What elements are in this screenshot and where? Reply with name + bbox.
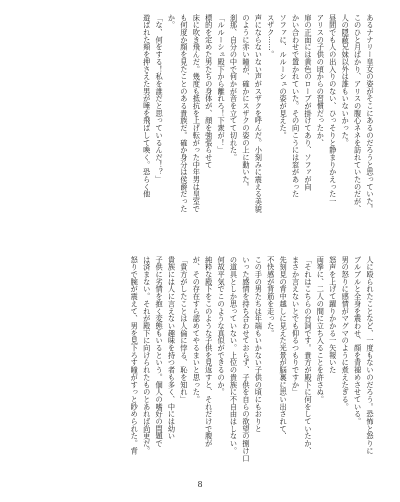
- page-number: 8: [197, 480, 203, 489]
- text-block-lower: 人に殴られたことなど、一度もないのだろう。恐怖と怒りに ブルブルと全身を震わせ、顔を青褪めさせている。 男の怒りに感情がマグマのように煮えたぎる。 怒声を上げて躍りかかる一矢報いた 両拳に、二人の間に立ち入ることを許さぬ。 「それはこちらの台詞です。貴方が殿下に何をしていたか、 まさか言えないとでも仰るつもりですか」 先刻見の背中越しに見えた光景が脳裏に思い出されて、 不快感が背筋を走った。 この手の男たちは年端もいかない子供の頃にもおりと いった感情を持ち合わせておらず、子供を自らの欲望の捌け口 の道具としか思っていない。上位の貴族に不自由はしない。 何故平気でこのような真似ができるのか。 純粋な殿下をこのような子供を見返すと、それだけで腹が が、その存在すら認めてやるまいと思った。 「貴方がしたことは人倫に悖る、恥を知れ」 貴族には人に言えない趣味を持つ者も多く、中には幼い 子供に劣情を抱く変態もいるという。個人の嗜好の問題で は済まない。それが殿下に向けられたものとあれば尚更だ。 怒りで腕が震えて、男を見下ろす瞳がすっと眇められた。背: [130, 256, 375, 462]
- text-block-upper: あるナナリー皇女の姿がそこにあるのだろうと思っていた。 このひと月ばかり、アリスの腹心ネネを訪れていたのだが、 人の隠蔽兄妹以外は誰もいないかった。 昼間でも人の出入りのない、ひっそりと静まりかえった一 アリスの子供の頃からの習慣だったか、 扉の正面には黄色のローブが掛けてあり、ソファが向 かい合わせで置かれていた。その向こうには窓があった ソファに、ルルーシュの姿が見えた。 スザク……。 声にならないない声がスザクを呼んだ。小刻みに震える美貌 のように赤い瞳が、確かにスザクの姿の上に動いた。 刹那、自分の中で何かが音を立てて切れた。 「ルルーシュ殿下から離れろ！下衆が！」 標的を定めた男たちの身体が、顔を強張らせて 床に吹き飛んだ。幾度も抵抗を上げ転がった中年男は皇室で も何度か顔を見たことのある貴族だ。確か身分は侯爵だった か。 「な、何をする！私を誰だと思っているんだ！？」 遊ばれた頬を押さえた男が唾を飛ばして喚く。恐らく他: [142, 14, 375, 213]
